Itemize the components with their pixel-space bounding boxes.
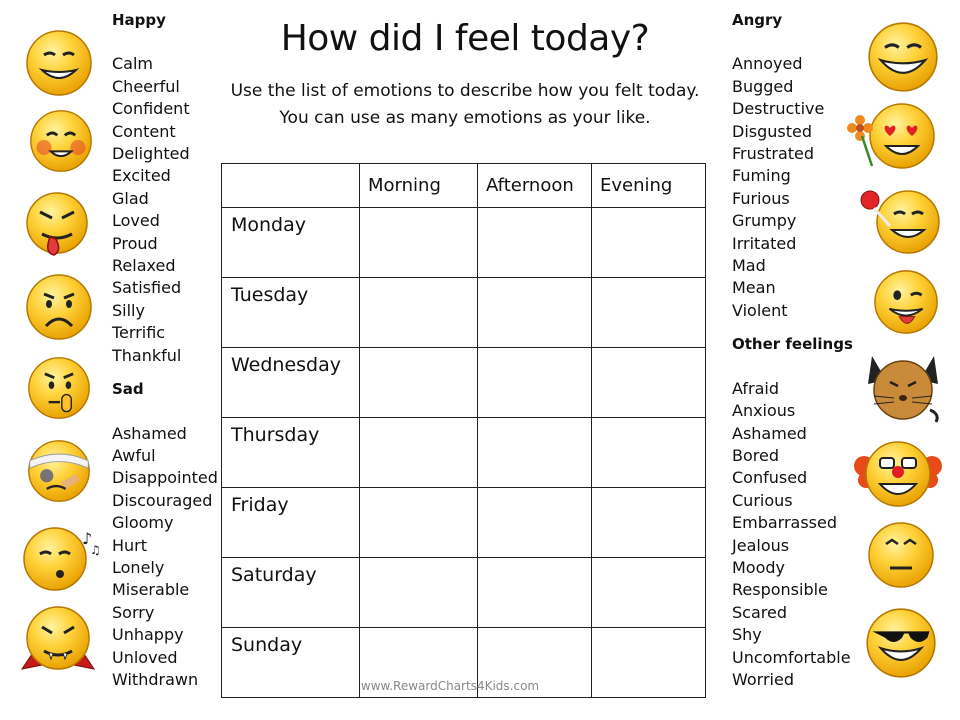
angry-emotion-item: Bugged bbox=[732, 76, 794, 96]
sad-emotion-item: Unloved bbox=[112, 647, 178, 667]
other-feeling-item: Curious bbox=[732, 490, 793, 510]
angry-heading: Angry bbox=[732, 11, 783, 29]
angry-emotion-item: Disgusted bbox=[732, 121, 813, 141]
sad-emotion-item: Disappointed bbox=[112, 468, 218, 488]
bandaged-face-icon bbox=[26, 438, 92, 504]
day-label: Monday bbox=[222, 208, 360, 278]
sad-emotion-item: Awful bbox=[112, 445, 156, 465]
other-feeling-item: Confused bbox=[732, 468, 808, 488]
blushing-face-icon bbox=[28, 108, 94, 174]
angry-emotion-item: Fuming bbox=[732, 166, 791, 186]
angry-emotion-item: Violent bbox=[732, 300, 788, 320]
column-header-evening: Evening bbox=[592, 164, 706, 208]
happy-emotion-item: Silly bbox=[112, 300, 145, 320]
table-row bbox=[222, 278, 706, 348]
column-header-afternoon: Afternoon bbox=[478, 164, 592, 208]
happy-emotion-item: Calm bbox=[112, 54, 154, 74]
happy-emotion-item: Loved bbox=[112, 211, 160, 231]
page-title: How did I feel today? bbox=[280, 18, 650, 59]
silly-tongue-face-icon bbox=[872, 268, 940, 336]
afternoon-cell[interactable] bbox=[478, 348, 592, 418]
subtitle-line-2: You can use as many emotions as your like. bbox=[279, 108, 651, 128]
other-feeling-item: Bored bbox=[732, 445, 779, 465]
sad-emotion-item: Unhappy bbox=[112, 625, 184, 645]
happy-emotion-item: Glad bbox=[112, 188, 149, 208]
vampire-face-icon bbox=[18, 603, 98, 677]
sad-emotion-item: Miserable bbox=[112, 580, 190, 600]
feelings-table bbox=[221, 163, 706, 698]
happy-emotion-item: Confident bbox=[112, 99, 190, 119]
angry-emotion-item: Frustrated bbox=[732, 144, 815, 164]
angry-emotion-item: Mad bbox=[732, 256, 766, 276]
table-row bbox=[222, 558, 706, 628]
sad-emotion-item: Lonely bbox=[112, 557, 165, 577]
angry-emotion-item: Furious bbox=[732, 188, 790, 208]
other-feeling-item: Anxious bbox=[732, 401, 796, 421]
sad-face-icon bbox=[24, 272, 94, 342]
happy-emotion-item: Delighted bbox=[112, 144, 190, 164]
left-emotion-list bbox=[112, 9, 218, 691]
day-label: Wednesday bbox=[222, 348, 360, 418]
other-feelings-list bbox=[732, 378, 853, 692]
table-row bbox=[222, 488, 706, 558]
table-row bbox=[222, 208, 706, 278]
clown-face-icon bbox=[852, 436, 944, 510]
happy-emotion-item: Content bbox=[112, 121, 176, 141]
footer-website: www.RewardCharts4Kids.com bbox=[360, 679, 540, 693]
table-row bbox=[222, 348, 706, 418]
svg-text:♫: ♫ bbox=[90, 543, 101, 557]
sad-heading: Sad bbox=[112, 380, 144, 399]
afternoon-cell[interactable] bbox=[478, 278, 592, 348]
afternoon-cell[interactable] bbox=[478, 208, 592, 278]
sad-emotion-item: Ashamed bbox=[112, 423, 187, 443]
morning-cell[interactable] bbox=[360, 488, 478, 558]
column-header-morning: Morning bbox=[360, 164, 478, 208]
evening-cell[interactable] bbox=[592, 558, 706, 628]
cool-sunglasses-face-icon bbox=[864, 606, 938, 680]
other-feeling-item: Scared bbox=[732, 602, 787, 622]
evening-cell[interactable] bbox=[592, 418, 706, 488]
day-label: Sunday bbox=[222, 628, 360, 698]
morning-cell[interactable] bbox=[360, 348, 478, 418]
morning-cell[interactable] bbox=[360, 278, 478, 348]
svg-text:♪: ♪ bbox=[82, 529, 93, 548]
happy-emotion-item: Excited bbox=[112, 166, 171, 186]
happy-emotion-item: Proud bbox=[112, 233, 158, 253]
angry-emotion-item: Grumpy bbox=[732, 211, 797, 231]
shocked-face-icon bbox=[866, 520, 936, 590]
evening-cell[interactable] bbox=[592, 628, 706, 698]
angry-list bbox=[732, 53, 853, 322]
morning-cell[interactable] bbox=[360, 558, 478, 628]
other-feeling-item: Responsible bbox=[732, 580, 828, 600]
happy-heading: Happy bbox=[112, 11, 166, 29]
evening-cell[interactable] bbox=[592, 348, 706, 418]
thinking-face-icon bbox=[26, 355, 92, 421]
winking-lollipop-face-icon bbox=[858, 184, 944, 258]
afternoon-cell[interactable] bbox=[478, 418, 592, 488]
sad-emotion-item: Withdrawn bbox=[112, 669, 199, 689]
table-header-row bbox=[222, 164, 706, 208]
other-feeling-item: Jealous bbox=[732, 535, 790, 555]
day-label: Tuesday bbox=[222, 278, 360, 348]
other-feeling-item: Shy bbox=[732, 625, 762, 645]
sad-emotion-item: Sorry bbox=[112, 602, 155, 622]
angry-emotion-item: Destructive bbox=[732, 99, 825, 119]
grinning-face-icon bbox=[866, 20, 940, 94]
happy-emotion-item: Cheerful bbox=[112, 76, 180, 96]
whistling-face-icon bbox=[20, 522, 104, 592]
other-feeling-item: Moody bbox=[732, 557, 786, 577]
happy-emotion-item: Thankful bbox=[112, 345, 182, 365]
other-feeling-item: Worried bbox=[732, 669, 794, 689]
other-feeling-item: Afraid bbox=[732, 378, 779, 398]
afternoon-cell[interactable] bbox=[478, 558, 592, 628]
table-row bbox=[222, 418, 706, 488]
angry-emotion-item: Annoyed bbox=[732, 54, 803, 74]
sad-list bbox=[112, 423, 218, 692]
tongue-out-angry-face-icon bbox=[22, 190, 92, 260]
evening-cell[interactable] bbox=[592, 208, 706, 278]
morning-cell[interactable] bbox=[360, 418, 478, 488]
morning-cell[interactable] bbox=[360, 208, 478, 278]
other-feelings-heading: Other feelings bbox=[732, 335, 853, 354]
subtitle-line-1: Use the list of emotions to describe how you felt today. bbox=[230, 81, 700, 101]
other-feeling-item: Embarrassed bbox=[732, 513, 838, 533]
afternoon-cell[interactable] bbox=[478, 488, 592, 558]
cat-face-icon bbox=[862, 348, 944, 424]
happy-list bbox=[112, 53, 218, 367]
happy-emotion-item: Terrific bbox=[112, 323, 166, 343]
angry-emotion-item: Irritated bbox=[732, 233, 797, 253]
sad-emotion-item: Gloomy bbox=[112, 513, 174, 533]
sad-emotion-item: Hurt bbox=[112, 535, 148, 555]
worried-smile-face-icon bbox=[24, 28, 94, 98]
evening-cell[interactable] bbox=[592, 488, 706, 558]
other-feeling-item: Uncomfortable bbox=[732, 647, 851, 667]
heart-eyes-flower-face-icon bbox=[844, 98, 940, 178]
evening-cell[interactable] bbox=[592, 278, 706, 348]
happy-emotion-item: Satisfied bbox=[112, 278, 182, 298]
sad-emotion-item: Discouraged bbox=[112, 490, 213, 510]
day-label: Saturday bbox=[222, 558, 360, 628]
day-label: Thursday bbox=[222, 418, 360, 488]
day-label: Friday bbox=[222, 488, 360, 558]
other-feeling-item: Ashamed bbox=[732, 423, 807, 443]
angry-emotion-item: Mean bbox=[732, 278, 776, 298]
happy-emotion-item: Relaxed bbox=[112, 256, 176, 276]
column-header-blank bbox=[222, 164, 360, 208]
right-emotion-list bbox=[732, 9, 853, 691]
